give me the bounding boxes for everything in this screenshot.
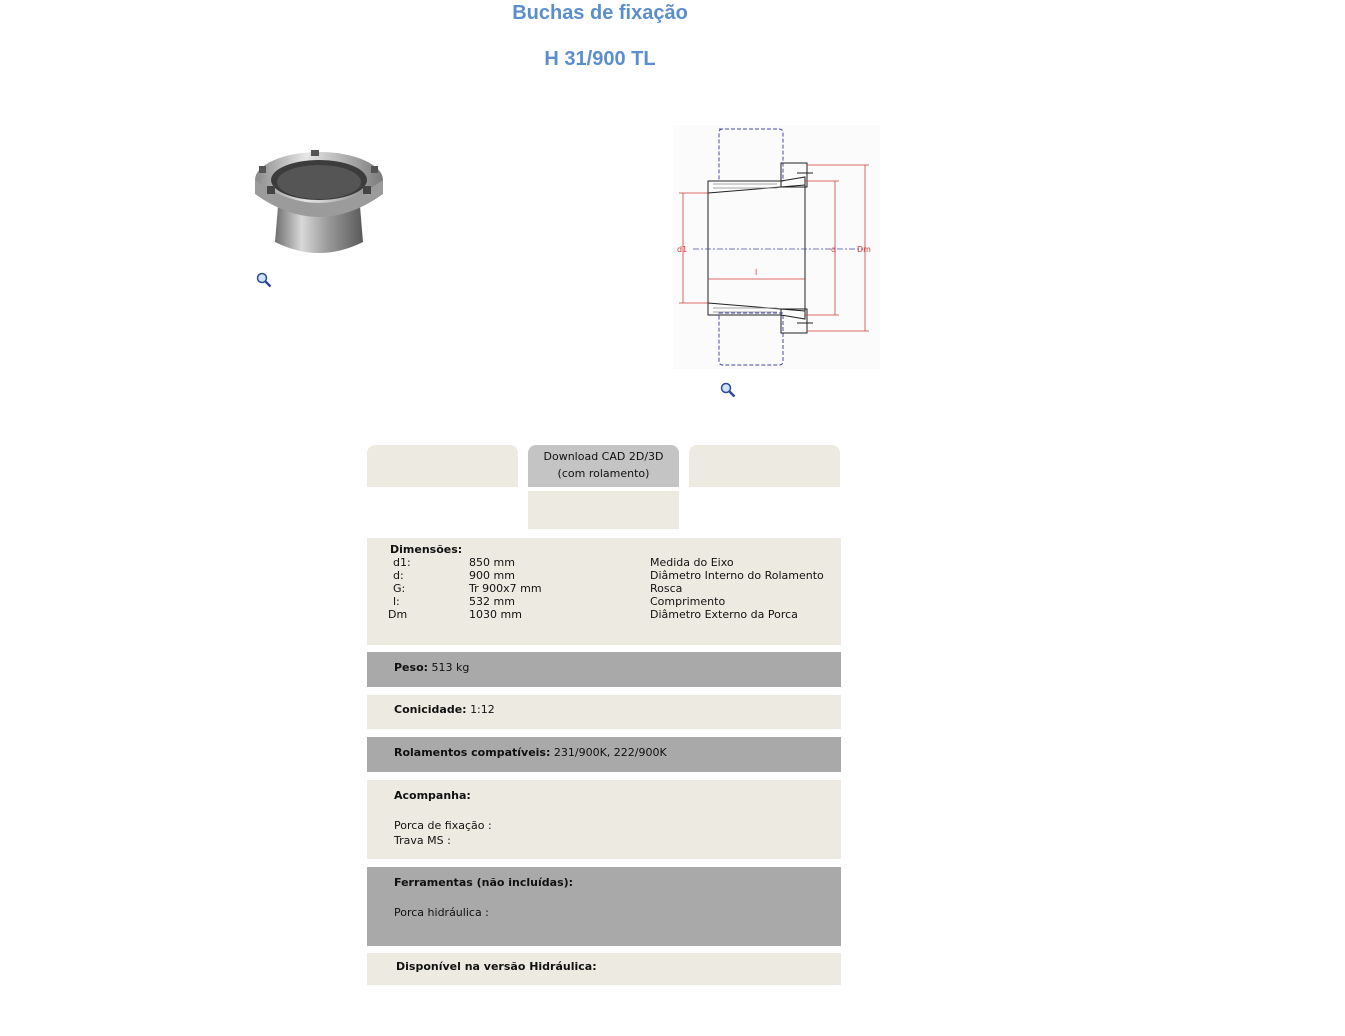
dim-description: Medida do Eixo <box>650 556 734 569</box>
hydraulic-label: Disponível na versão Hidráulica: <box>396 960 597 973</box>
dim-symbol: Dm <box>388 608 408 621</box>
tab-download-cad-line2: (com rolamento) <box>557 467 650 480</box>
drawing-zoom-button[interactable] <box>720 382 736 398</box>
tab-download-cad-line1: Download CAD 2D/3D <box>543 450 664 463</box>
adapter-sleeve-image <box>253 142 388 260</box>
tab-content-area <box>528 491 679 529</box>
dim-value: 850 mm <box>469 556 515 569</box>
hydraulic-panel <box>367 953 841 985</box>
accompanies-item: Trava MS : <box>394 834 451 847</box>
product-model: H 31/900 TL <box>544 48 656 70</box>
photo-zoom-button[interactable] <box>256 272 272 288</box>
dim-description: Rosca <box>650 582 683 595</box>
accompanies-label: Acompanha: <box>394 789 471 802</box>
technical-drawing[interactable] <box>673 125 880 369</box>
bearings-panel <box>367 737 841 772</box>
taper-panel <box>367 695 841 729</box>
weight-panel <box>367 652 841 687</box>
tools-item: Porca hidráulica : <box>394 906 489 919</box>
taper-value: 1:12 <box>470 703 495 716</box>
dim-value: 1030 mm <box>469 608 522 621</box>
page-title: Buchas de fixação <box>512 2 688 24</box>
dim-value: Tr 900x7 mm <box>469 582 542 595</box>
weight-value: 513 kg <box>431 661 470 674</box>
drawing-label-l: l <box>755 268 758 277</box>
dimensions-heading: Dimensões: <box>390 543 463 556</box>
drawing-label-d1: d1 <box>677 245 688 254</box>
magnifier-icon <box>256 272 272 288</box>
product-photo[interactable] <box>253 142 388 260</box>
dim-symbol: l: <box>393 595 400 608</box>
dim-description: Diâmetro Interno do Rolamento <box>650 569 824 582</box>
dimensions-panel <box>367 538 841 645</box>
tab-download-cad[interactable] <box>528 445 679 487</box>
taper-label: Conicidade: <box>394 703 467 716</box>
dim-symbol: d1: <box>393 556 411 569</box>
weight-label: Peso: <box>394 661 429 674</box>
dim-description: Comprimento <box>650 595 726 608</box>
bearings-value: 231/900K, 222/900K <box>553 746 667 759</box>
accompanies-panel <box>367 780 841 859</box>
tools-panel <box>367 867 841 946</box>
magnifier-icon <box>720 382 736 398</box>
tab-right[interactable] <box>689 445 840 487</box>
tools-label: Ferramentas (não incluídas): <box>394 876 574 889</box>
dim-value: 900 mm <box>469 569 515 582</box>
dim-symbol: d: <box>393 569 404 582</box>
drawing-label-d: d <box>831 245 837 254</box>
drawing-label-dm: Dm <box>857 245 871 254</box>
dim-description: Diâmetro Externo da Porca <box>650 608 798 621</box>
dim-symbol: G: <box>393 582 406 595</box>
dim-value: 532 mm <box>469 595 515 608</box>
tab-left[interactable] <box>367 445 518 487</box>
accompanies-item: Porca de fixação : <box>394 819 492 832</box>
bearings-label: Rolamentos compatíveis: <box>394 746 551 759</box>
sleeve-cross-section-drawing <box>673 125 880 369</box>
